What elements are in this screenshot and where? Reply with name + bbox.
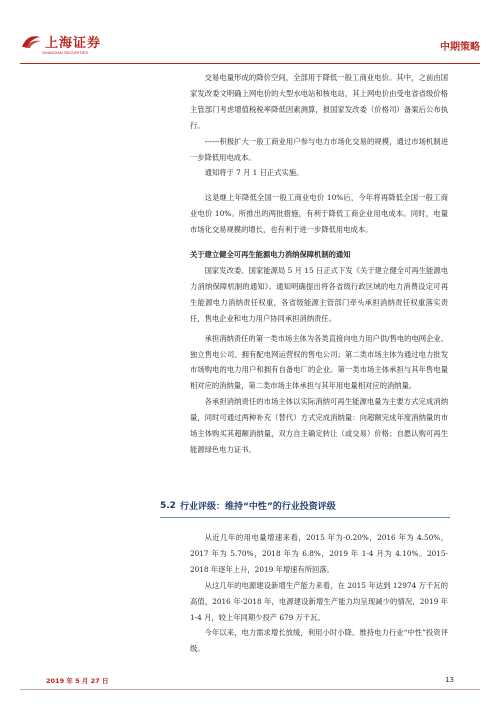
report-type-label: 中期策略: [440, 42, 480, 53]
section-number: 5.2: [160, 500, 176, 511]
paragraph: 国家发改委、国家能源局 5 月 15 日正式下发《关于建立健全可再生能源电力消纳保障机制的通知》。通知明确提出将各省级行政区域的电力消费设定可再生能源电力消纳责任权重，各省级能源主管部门牵头承担消纳责任权重落实责任，售电企业和电力用户协同承担消纳责任。: [190, 265, 448, 323]
paragraph: 从这几年的电源建设新增生产能力来看，在 2015 年达到 12974 万千瓦的高值，2016 年-2018 年，电源建设新增生产能力均呈现减少的情况，2019 年 1-4 月，较上年同期少投产 679 万千瓦。: [190, 580, 448, 622]
paragraph: ------积极扩大一般工商业用户参与电力市场化交易的规模，通过市场机制进一步降低用电成本。: [190, 136, 448, 162]
section-divider: [160, 517, 450, 518]
section-header: [160, 499, 450, 518]
paragraph: 从近几年的用电量增速来看，2015 年为-0.20%，2016 年为 4.50%，2017 年为 5.70%，2018 年为 6.8%，2019 年 1-4 月为 4.10%。2015-2018 年逐年上升，2019 年增速有所回落。: [190, 533, 448, 574]
logo-mark-icon: [20, 34, 42, 50]
paragraph: 交易电量形成的降价空间，全部用于降低一般工商业电价。其中，之前由国家发改委文明确上网电价的大型水电站和核电站，其上网电价由受电省省级价格主管部门考虑增值税税率降低因素测算，报国家发改委（价格司）备案后公布执行。: [190, 73, 448, 130]
company-logo: [20, 32, 102, 55]
paragraph: 今年以来，电力需求增长放缓，利用小时小降。维持电力行业“中性”投资评级。: [190, 628, 448, 654]
section-title-text: 行业评级：维持“中性”的行业投资评级: [179, 502, 336, 512]
paragraph: 承担消纳责任的第一类市场主体为各类直接向电力用户供/售电的电网企业、独立售电公司、拥有配电网运营权的售电公司；第二类市场主体为通过电力批发市场购电的电力用户和拥有自备电厂的企业。第一类市场主体承担与其年售电量相对应的消纳量，第二类市场主体承担与其年用电量相对应的消纳量。: [190, 333, 448, 391]
page-number: 13: [445, 676, 454, 684]
main-text: [190, 70, 448, 458]
page-header: [20, 30, 480, 60]
footer-divider: [20, 689, 480, 690]
header-divider: [20, 63, 480, 64]
section-text: [190, 530, 448, 657]
subsection-heading: 关于建立健全可再生能源电力消纳保障机制的通知: [190, 250, 351, 260]
logo-text: 上海证券: [45, 36, 102, 51]
paragraph: 各承担消纳责任的市场主体以实际消纳可再生能源电量为主要方式完成消纳量，同时可通过两种补充（替代）方式完成消纳量：向超额完成年度消纳量的市场主体购买其超额消纳量，双方自主确定转让（或交易）价格；自愿认购可再生能源绿色电力证书。: [190, 397, 448, 454]
paragraph: 通知将于 7 月 1 日正式实施。: [204, 168, 304, 178]
paragraph: 这是继上年降低全国一般工商业电价 10%后，今年将再降低全国一般工商业电价 10%。所推出的两批措施，有利于降低工商企业用电成本。同时，电量市场化交易规模的增长，也有利于进一步降低用电成本。: [190, 193, 448, 235]
footer-date: 2019 年 5 月 27 日: [46, 677, 109, 685]
section-title: [160, 499, 450, 512]
logo-english-text: SHANGHAI SECURITIES: [42, 50, 89, 55]
